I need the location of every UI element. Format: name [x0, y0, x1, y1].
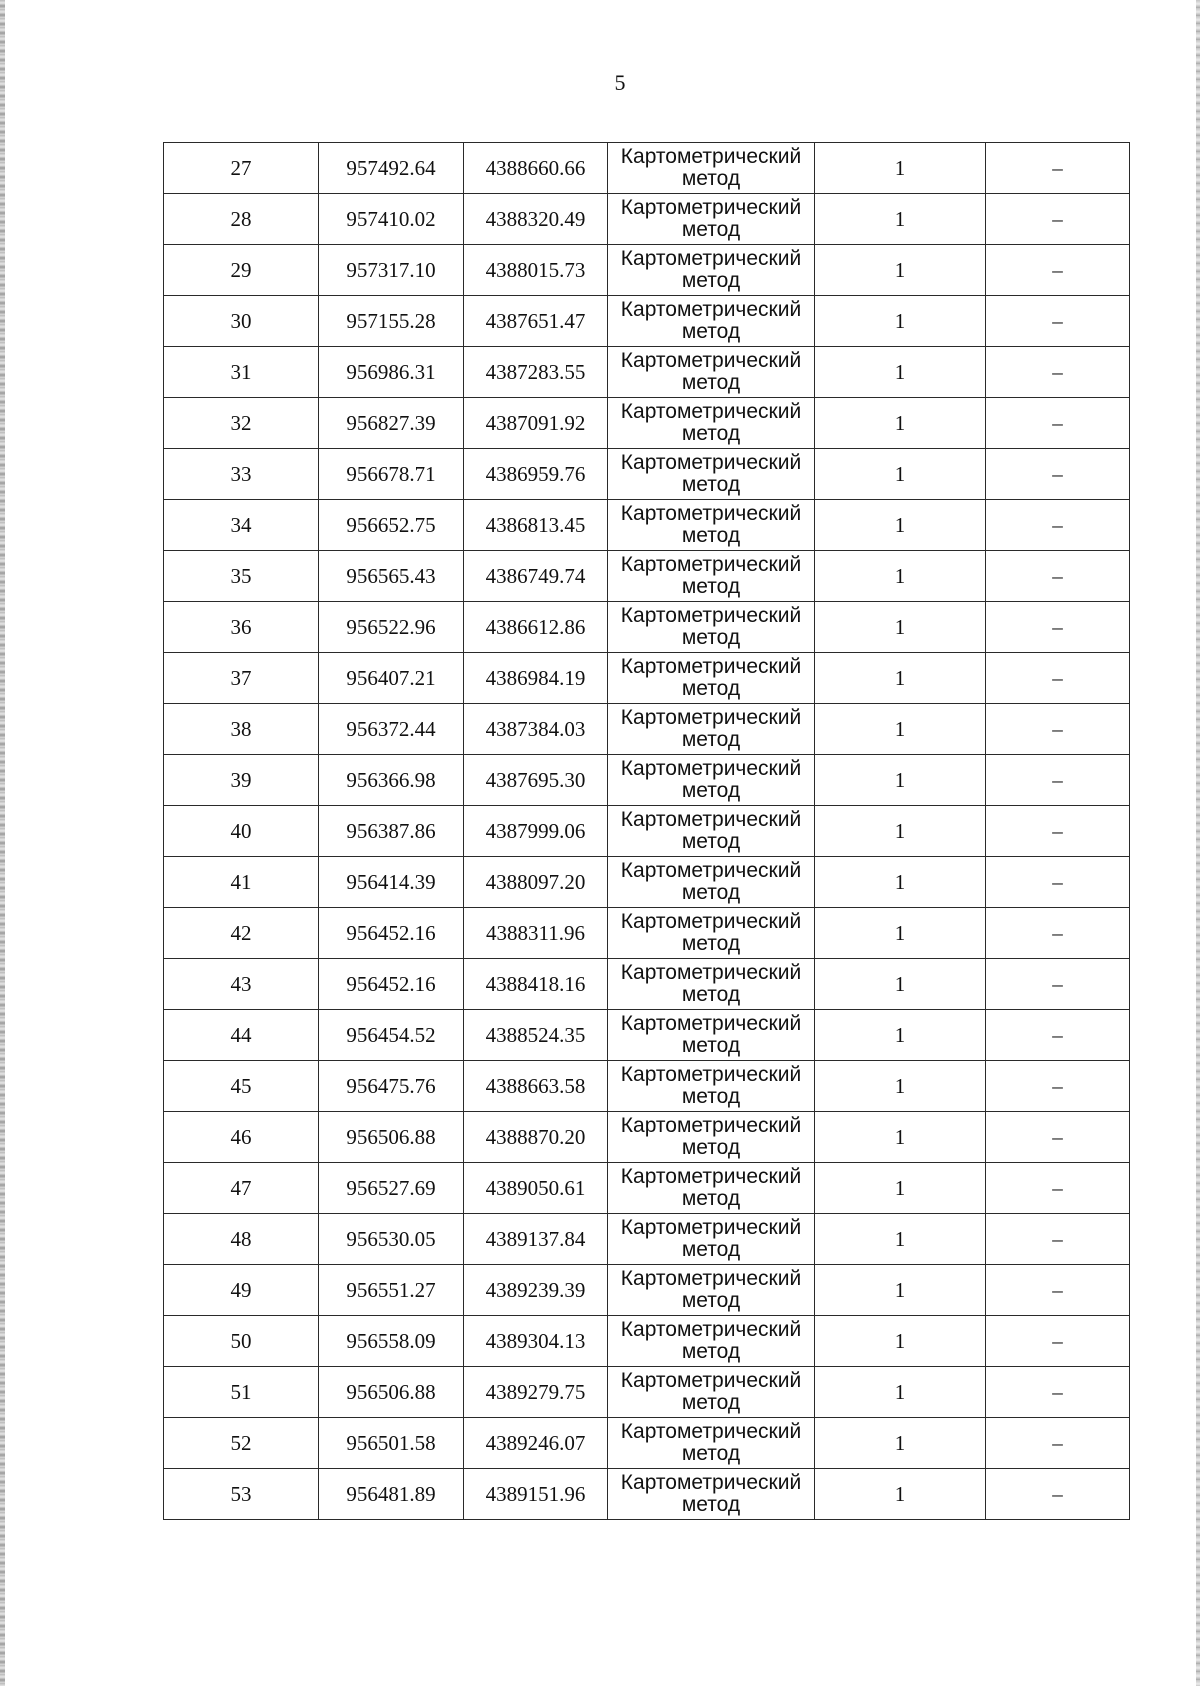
y-coordinate-cell: 4389246.07 [464, 1418, 608, 1469]
y-coordinate-cell: 4388870.20 [464, 1112, 608, 1163]
y-coordinate-cell: 4386984.19 [464, 653, 608, 704]
table-row [164, 1010, 1130, 1061]
y-coordinate-cell: 4386959.76 [464, 449, 608, 500]
point-number-cell: 50 [164, 1316, 319, 1367]
point-number-cell: 31 [164, 347, 319, 398]
point-number-cell: 51 [164, 1367, 319, 1418]
x-coordinate-cell: 956678.71 [319, 449, 464, 500]
y-coordinate-cell: 4387091.92 [464, 398, 608, 449]
page-number: 5 [614, 70, 626, 95]
y-coordinate-cell: 4387384.03 [464, 704, 608, 755]
method-text-line1: Картометрический [620, 757, 802, 780]
x-coordinate-cell: 956481.89 [319, 1469, 464, 1520]
x-coordinate-cell: 957410.02 [319, 194, 464, 245]
point-number-cell: 32 [164, 398, 319, 449]
method-text-line1: Картометрический [620, 1012, 802, 1035]
scan-edge-right [1196, 0, 1200, 1686]
method-text-line2: метод [681, 779, 741, 802]
method-text-line1: Картометрический [620, 349, 802, 372]
point-number-cell: 48 [164, 1214, 319, 1265]
method-text-line2: метод [681, 473, 741, 496]
method-cell [608, 1367, 815, 1418]
x-coordinate-cell: 956372.44 [319, 704, 464, 755]
method-text-line2: метод [681, 1289, 741, 1312]
method-cell [608, 1469, 815, 1520]
method-text-line2: метод [681, 167, 741, 190]
y-coordinate-cell: 4388660.66 [464, 143, 608, 194]
method-cell [608, 347, 815, 398]
x-coordinate-cell: 956522.96 [319, 602, 464, 653]
x-coordinate-cell: 957317.10 [319, 245, 464, 296]
table-row [164, 449, 1130, 500]
y-coordinate-cell: 4386813.45 [464, 500, 608, 551]
method-text-line1: Картометрический [620, 1063, 802, 1086]
method-text-line1: Картометрический [620, 1165, 802, 1188]
x-coordinate-cell: 956527.69 [319, 1163, 464, 1214]
accuracy-cell: 1 [815, 347, 986, 398]
method-text-line2: метод [681, 881, 741, 904]
table-row [164, 296, 1130, 347]
accuracy-cell: 1 [815, 857, 986, 908]
description-cell: – [986, 704, 1130, 755]
table-row [164, 1316, 1130, 1367]
point-number-cell: 42 [164, 908, 319, 959]
method-text-line2: метод [681, 983, 741, 1006]
method-text-line1: Картометрический [620, 1216, 802, 1239]
point-number-cell: 39 [164, 755, 319, 806]
method-text-line1: Картометрический [620, 451, 802, 474]
method-cell [608, 500, 815, 551]
method-cell [608, 551, 815, 602]
point-number-cell: 44 [164, 1010, 319, 1061]
accuracy-cell: 1 [815, 143, 986, 194]
point-number-cell: 46 [164, 1112, 319, 1163]
method-cell [608, 398, 815, 449]
table-row [164, 704, 1130, 755]
method-text-line2: метод [681, 830, 741, 853]
method-cell [608, 857, 815, 908]
x-coordinate-cell: 956652.75 [319, 500, 464, 551]
y-coordinate-cell: 4387695.30 [464, 755, 608, 806]
method-text-line1: Картометрический [620, 1420, 802, 1443]
table-row [164, 1163, 1130, 1214]
table-row [164, 1367, 1130, 1418]
method-text-line1: Картометрический [620, 706, 802, 729]
y-coordinate-cell: 4388015.73 [464, 245, 608, 296]
x-coordinate-cell: 956454.52 [319, 1010, 464, 1061]
point-number-cell: 52 [164, 1418, 319, 1469]
table-row [164, 1469, 1130, 1520]
description-cell: – [986, 500, 1130, 551]
accuracy-cell: 1 [815, 755, 986, 806]
method-cell [608, 1418, 815, 1469]
description-cell: – [986, 1163, 1130, 1214]
accuracy-cell: 1 [815, 959, 986, 1010]
point-number-cell: 53 [164, 1469, 319, 1520]
accuracy-cell: 1 [815, 806, 986, 857]
accuracy-cell: 1 [815, 245, 986, 296]
table-row [164, 347, 1130, 398]
method-cell [608, 1163, 815, 1214]
method-cell [608, 704, 815, 755]
point-number-cell: 40 [164, 806, 319, 857]
description-cell: – [986, 1367, 1130, 1418]
method-text-line2: метод [681, 677, 741, 700]
method-text-line2: метод [681, 932, 741, 955]
accuracy-cell: 1 [815, 1010, 986, 1061]
x-coordinate-cell: 956827.39 [319, 398, 464, 449]
accuracy-cell: 1 [815, 1112, 986, 1163]
method-text-line1: Картометрический [620, 196, 802, 219]
y-coordinate-cell: 4387651.47 [464, 296, 608, 347]
accuracy-cell: 1 [815, 1061, 986, 1112]
table-row [164, 806, 1130, 857]
method-cell [608, 908, 815, 959]
description-cell: – [986, 1061, 1130, 1112]
x-coordinate-cell: 956366.98 [319, 755, 464, 806]
method-cell [608, 959, 815, 1010]
coordinates-table-body [164, 143, 1130, 1520]
accuracy-cell: 1 [815, 1265, 986, 1316]
method-text-line2: метод [681, 575, 741, 598]
method-cell [608, 1214, 815, 1265]
method-cell [608, 143, 815, 194]
method-text-line1: Картометрический [620, 859, 802, 882]
description-cell: – [986, 908, 1130, 959]
method-text-line2: метод [681, 269, 741, 292]
accuracy-cell: 1 [815, 194, 986, 245]
method-cell [608, 449, 815, 500]
method-text-line1: Картометрический [620, 910, 802, 933]
method-text-line1: Картометрический [620, 655, 802, 678]
point-number-cell: 37 [164, 653, 319, 704]
description-cell: – [986, 551, 1130, 602]
method-text-line2: метод [681, 422, 741, 445]
x-coordinate-cell: 956452.16 [319, 908, 464, 959]
method-text-line2: метод [681, 1034, 741, 1057]
method-cell [608, 194, 815, 245]
y-coordinate-cell: 4389239.39 [464, 1265, 608, 1316]
table-row [164, 143, 1130, 194]
x-coordinate-cell: 956530.05 [319, 1214, 464, 1265]
point-number-cell: 45 [164, 1061, 319, 1112]
description-cell: – [986, 1469, 1130, 1520]
description-cell: – [986, 143, 1130, 194]
description-cell: – [986, 755, 1130, 806]
method-cell [608, 1112, 815, 1163]
y-coordinate-cell: 4386612.86 [464, 602, 608, 653]
description-cell: – [986, 1010, 1130, 1061]
description-cell: – [986, 398, 1130, 449]
point-number-cell: 34 [164, 500, 319, 551]
x-coordinate-cell: 956986.31 [319, 347, 464, 398]
method-text-line2: метод [681, 1391, 741, 1414]
description-cell: – [986, 602, 1130, 653]
y-coordinate-cell: 4388418.16 [464, 959, 608, 1010]
table-row [164, 551, 1130, 602]
x-coordinate-cell: 956506.88 [319, 1367, 464, 1418]
description-cell: – [986, 347, 1130, 398]
description-cell: – [986, 857, 1130, 908]
accuracy-cell: 1 [815, 1214, 986, 1265]
method-text-line1: Картометрический [620, 1471, 802, 1494]
accuracy-cell: 1 [815, 296, 986, 347]
accuracy-cell: 1 [815, 704, 986, 755]
x-coordinate-cell: 956551.27 [319, 1265, 464, 1316]
x-coordinate-cell: 956558.09 [319, 1316, 464, 1367]
point-number-cell: 33 [164, 449, 319, 500]
y-coordinate-cell: 4388311.96 [464, 908, 608, 959]
table-row [164, 1112, 1130, 1163]
description-cell: – [986, 1112, 1130, 1163]
table-row [164, 500, 1130, 551]
method-text-line1: Картометрический [620, 145, 802, 168]
y-coordinate-cell: 4389304.13 [464, 1316, 608, 1367]
point-number-cell: 38 [164, 704, 319, 755]
method-cell [608, 245, 815, 296]
method-text-line1: Картометрический [620, 1369, 802, 1392]
description-cell: – [986, 959, 1130, 1010]
y-coordinate-cell: 4387999.06 [464, 806, 608, 857]
table-row [164, 1418, 1130, 1469]
x-coordinate-cell: 957155.28 [319, 296, 464, 347]
method-text-line1: Картометрический [620, 502, 802, 525]
y-coordinate-cell: 4388320.49 [464, 194, 608, 245]
description-cell: – [986, 1265, 1130, 1316]
method-text-line2: метод [681, 728, 741, 751]
y-coordinate-cell: 4388524.35 [464, 1010, 608, 1061]
method-text-line2: метод [681, 1187, 741, 1210]
method-text-line1: Картометрический [620, 298, 802, 321]
accuracy-cell: 1 [815, 653, 986, 704]
method-cell [608, 1061, 815, 1112]
table-row [164, 1214, 1130, 1265]
table-row [164, 1061, 1130, 1112]
table-row [164, 959, 1130, 1010]
y-coordinate-cell: 4388663.58 [464, 1061, 608, 1112]
accuracy-cell: 1 [815, 551, 986, 602]
method-cell [608, 1010, 815, 1061]
accuracy-cell: 1 [815, 398, 986, 449]
x-coordinate-cell: 956387.86 [319, 806, 464, 857]
description-cell: – [986, 245, 1130, 296]
point-number-cell: 27 [164, 143, 319, 194]
x-coordinate-cell: 956407.21 [319, 653, 464, 704]
description-cell: – [986, 1418, 1130, 1469]
method-text-line1: Картометрический [620, 1267, 802, 1290]
accuracy-cell: 1 [815, 908, 986, 959]
y-coordinate-cell: 4389050.61 [464, 1163, 608, 1214]
accuracy-cell: 1 [815, 1163, 986, 1214]
point-number-cell: 28 [164, 194, 319, 245]
method-text-line2: метод [681, 371, 741, 394]
method-text-line1: Картометрический [620, 604, 802, 627]
y-coordinate-cell: 4389137.84 [464, 1214, 608, 1265]
y-coordinate-cell: 4387283.55 [464, 347, 608, 398]
method-text-line2: метод [681, 626, 741, 649]
method-text-line2: метод [681, 320, 741, 343]
method-text-line1: Картометрический [620, 808, 802, 831]
method-text-line1: Картометрический [620, 553, 802, 576]
method-cell [608, 755, 815, 806]
x-coordinate-cell: 957492.64 [319, 143, 464, 194]
point-number-cell: 29 [164, 245, 319, 296]
method-text-line1: Картометрический [620, 247, 802, 270]
point-number-cell: 47 [164, 1163, 319, 1214]
method-text-line2: метод [681, 1340, 741, 1363]
x-coordinate-cell: 956501.58 [319, 1418, 464, 1469]
accuracy-cell: 1 [815, 500, 986, 551]
table-row [164, 755, 1130, 806]
accuracy-cell: 1 [815, 602, 986, 653]
description-cell: – [986, 296, 1130, 347]
description-cell: – [986, 806, 1130, 857]
accuracy-cell: 1 [815, 1418, 986, 1469]
method-text-line2: метод [681, 1085, 741, 1108]
table-row [164, 194, 1130, 245]
method-cell [608, 653, 815, 704]
point-number-cell: 49 [164, 1265, 319, 1316]
method-text-line1: Картометрический [620, 1114, 802, 1137]
method-text-line2: метод [681, 1442, 741, 1465]
y-coordinate-cell: 4386749.74 [464, 551, 608, 602]
description-cell: – [986, 449, 1130, 500]
method-cell [608, 602, 815, 653]
y-coordinate-cell: 4389279.75 [464, 1367, 608, 1418]
y-coordinate-cell: 4388097.20 [464, 857, 608, 908]
method-text-line2: метод [681, 1238, 741, 1261]
coordinates-table [163, 142, 1130, 1520]
accuracy-cell: 1 [815, 1367, 986, 1418]
method-text-line2: метод [681, 1493, 741, 1516]
point-number-cell: 30 [164, 296, 319, 347]
scan-edge-left [0, 0, 5, 1686]
accuracy-cell: 1 [815, 1469, 986, 1520]
method-text-line1: Картометрический [620, 961, 802, 984]
method-cell [608, 806, 815, 857]
x-coordinate-cell: 956414.39 [319, 857, 464, 908]
method-cell [608, 1265, 815, 1316]
table-row [164, 1265, 1130, 1316]
method-text-line1: Картометрический [620, 400, 802, 423]
accuracy-cell: 1 [815, 449, 986, 500]
table-row [164, 245, 1130, 296]
method-text-line1: Картометрический [620, 1318, 802, 1341]
point-number-cell: 41 [164, 857, 319, 908]
point-number-cell: 35 [164, 551, 319, 602]
table-row [164, 653, 1130, 704]
method-text-line2: метод [681, 524, 741, 547]
y-coordinate-cell: 4389151.96 [464, 1469, 608, 1520]
description-cell: – [986, 653, 1130, 704]
table-row [164, 908, 1130, 959]
point-number-cell: 43 [164, 959, 319, 1010]
x-coordinate-cell: 956475.76 [319, 1061, 464, 1112]
accuracy-cell: 1 [815, 1316, 986, 1367]
method-text-line2: метод [681, 1136, 741, 1159]
x-coordinate-cell: 956506.88 [319, 1112, 464, 1163]
table-row [164, 857, 1130, 908]
method-text-line2: метод [681, 218, 741, 241]
x-coordinate-cell: 956565.43 [319, 551, 464, 602]
x-coordinate-cell: 956452.16 [319, 959, 464, 1010]
point-number-cell: 36 [164, 602, 319, 653]
method-cell [608, 1316, 815, 1367]
description-cell: – [986, 194, 1130, 245]
description-cell: – [986, 1214, 1130, 1265]
table-row [164, 602, 1130, 653]
method-cell [608, 296, 815, 347]
description-cell: – [986, 1316, 1130, 1367]
table-row [164, 398, 1130, 449]
